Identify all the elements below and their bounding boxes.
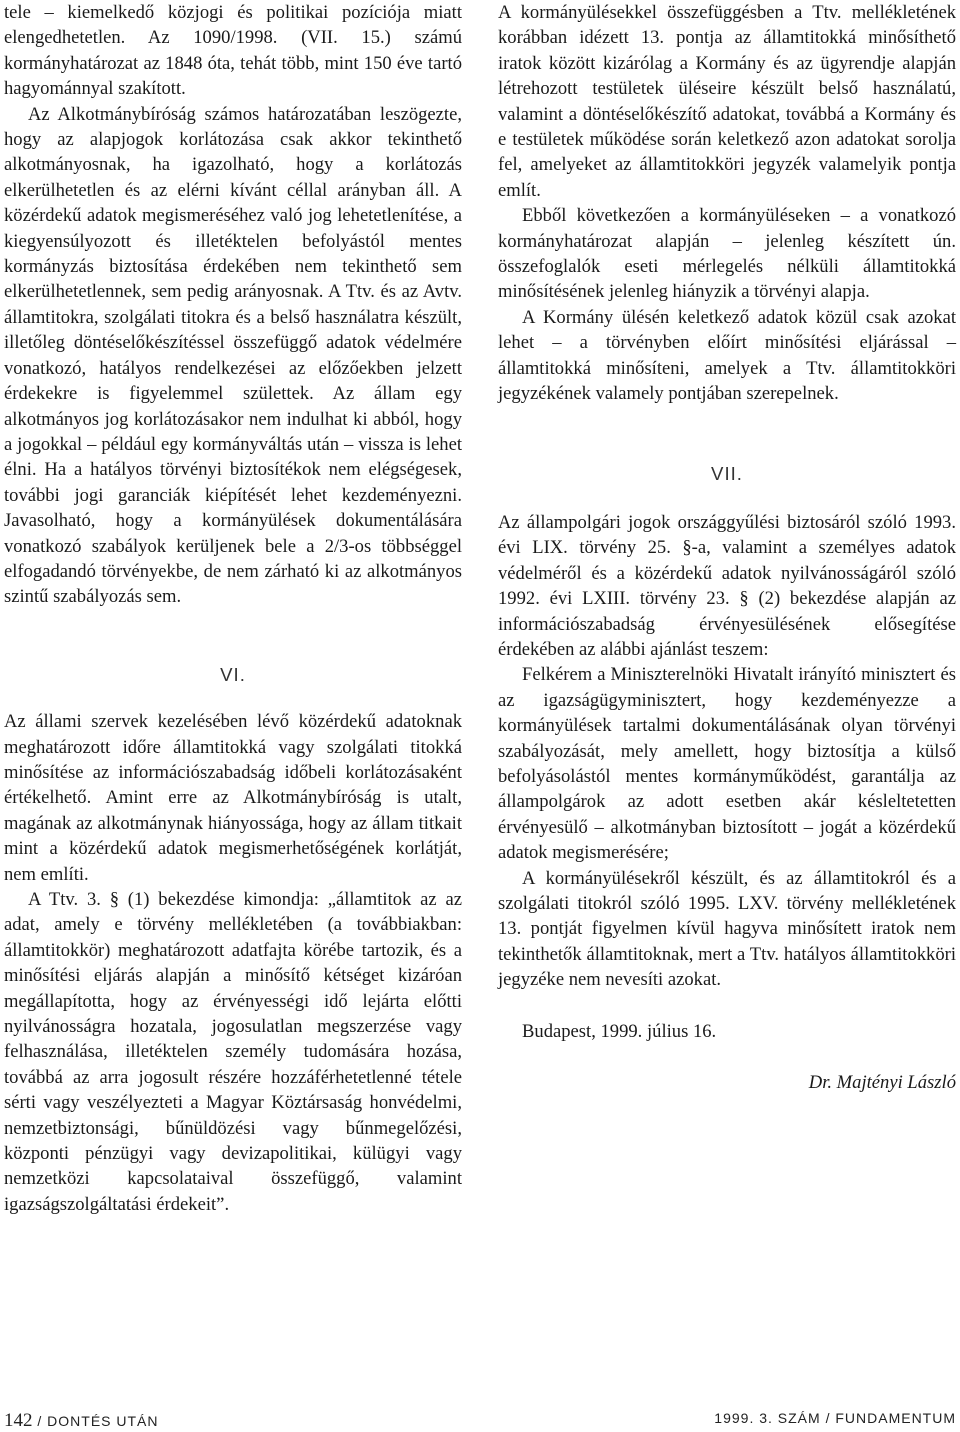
right-paragraph-4: Az állampolgári jogok országgyűlési biztosáról szóló 1993. évi LIX. törvény 25. §-a, valamint a személyes adatok védelméről és a közérdekű adatok nyilvánosságáról szóló 1992. évi LXIII. törvény 23. § (2) bekezdése alapján az információszabadság érvényesülésének elősegítése érdekében az alábbi ajánlást teszem: — [498, 511, 956, 660]
right-paragraph-5: Felkérem a Miniszterelnöki Hivatalt irányító minisztert és az igazságügyminisztert, hogy kezdeményezze a kormányülések tartalmi dokumentálásának olyan törvényi szabályozását, mely amellett, hogy biztosítja a külső befolyásolástól mentes kormányműködést, garantálja az állampolgárok az adott esetben akár késleltetetten érvényesülő – alkotmányban biztosított – jogát a közérdekű adatok megismerésére; — [498, 664, 956, 864]
right-column — [498, 0, 956, 1095]
right-paragraph-1: A kormányülésekkel összefüggésben a Ttv. mellékletének korábban idézett 13. pontja az államtitokká minősíthető iratok között kizárólag a Kormány és az ügyrendje alapján létrehozott testületek üléseire készült belső használatú, valamint a döntéselőkészítő adatokat, továbbá a Kormány és e testületek működése során keletkező azon adatokat sorolja fel, amelyeket az államtitokköri jegyzék valamelyik pontja említ. — [498, 2, 956, 201]
footer-right: 1999. 3. SZÁM / FUNDAMENTUM — [714, 1410, 956, 1426]
section-heading-vi: VI. — [220, 663, 246, 685]
signature: Dr. Majtényi László — [808, 1072, 956, 1094]
date-line: Budapest, 1999. július 16. — [522, 1020, 717, 1042]
left-paragraph-1: tele – kiemelkedő közjogi és politikai pozíciója miatt elengedhetetlen. Az 1090/1998. (VII. 15.) számú kormányhatározat az 1848 óta, tehát több, mint 150 éve tartó hagyománnyal szakított. — [4, 2, 462, 100]
right-paragraph-2: Ebből következően a kormányüléseken – a vonatkozó kormányhatározat alapján – jelenleg készített ún. összefoglalók eseti mérlegelés nélküli államtitokká minősítésének jelenleg hiányzik a törvényi alapja. — [498, 205, 956, 303]
left-paragraph-2: Az Alkotmánybíróság számos határozatában leszögezte, hogy az alapjogok korlátozása csak akkor tekinthető alkotmányosnak, ha igazolható, hogy a korlátozás elkerülhetetlen és az elérni kívánt céllal arányban áll. A közérdekű adatok megismeréséhez való jog lehetetlenítése, a kiegyensúlyozott és illetéktelen befolyástól mentes kormányzás biztosítása érdekében nem tekinthető sem elkerülhetetlennek, sem pedig arányosnak. A Ttv. és az Avtv. államtitokra, szolgálati titokra és a belső használatra készült, illetőleg döntéselőkészítéssel összefüggő adatok védelmére vonatkozó, hatályos rendelkezései az előzőekben jelzett érdekekre is figyelemmel születtek. Az állam egy alkotmányos jog korlátozásakor nem indulhat ki abból, hogy a jogokkal – például egy kormányváltás után – vissza is lehet élni. Ha a hatályos törvényi biztosítékok nem elégségesek, további jogi garanciák kiépítését lehet kezdeményezni. Javasolható, hogy a kormányülések dokumentálására vonatkozó szabályok kerüljenek bele a 2/3-os többséggel elfogadandó törvényekbe, de nem zárható ki az alkotmányos szintű szabályozás sem. — [4, 103, 462, 608]
left-paragraph-3: Az állami szervek kezelésében lévő közérdekű adatoknak meghatározott időre államtitokká vagy szolgálati titokká minősítése az információszabadság időbeli korlátozásaként értékelhető. Amint erre az Alkotmánybíróság is utalt, magának az alkotmánynak hiányossága, hogy az állam titkait mint a közérdekű adatok megismerhetőségének korlátját, nem említi. — [4, 711, 462, 885]
left-paragraph-4: A Ttv. 3. § (1) bekezdése kimondja: „államtitok az az adat, amely e törvény mellékletében (a továbbiakban: államtitokkör) meghatározott adatfajta körébe tartozik, és a minősítési eljárás alapján a minősítő kétséget kizáróan megállapította, hogy az érvényességi idő lejárta előtti nyilvánosságra hozatala, jogosulatlan megszerzése vagy felhasználása, illetéktelen személy tudomására hozása, továbbá az arra jogosult részére hozzáférhetetlenné tétele sérti vagy veszélyezteti a Magyar Köztársaság honvédelmi, nemzetbiztonsági, bűnüldözési vagy bűnmegelőzési, központi pénzügyi vagy devizapolitikai, külügyi vagy nemzetközi kapcsolataival összefüggő, valamint igazságszolgáltatási érdekeit”. — [4, 889, 462, 1215]
right-paragraph-6: A kormányülésekről készült, és az államtitokról és a szolgálati titokról szóló 1995. LXV. törvény mellékletének 13. pontját figyelmen kívül hagyva minősített iratok nem tekinthetők államtitoknak, mert a Ttv. hatályos államtitokköri jegyzéke nem nevesíti azokat. — [498, 867, 956, 991]
left-column — [4, 0, 462, 1217]
section-heading-vii: VII. — [711, 462, 743, 484]
page-number: 142 — [4, 1410, 33, 1431]
footer-section-title: / DONTÉS UTÁN — [37, 1413, 159, 1429]
footer-left — [4, 1410, 159, 1432]
right-paragraph-3: A Kormány ülésén keletkező adatok közül csak azokat lehet – a törvényben előírt minősítési eljárással – államtitokká minősíteni, amelyek a Ttv. államtitokköri jegyzékének valamely pontjában szerepelnek. — [498, 306, 956, 405]
